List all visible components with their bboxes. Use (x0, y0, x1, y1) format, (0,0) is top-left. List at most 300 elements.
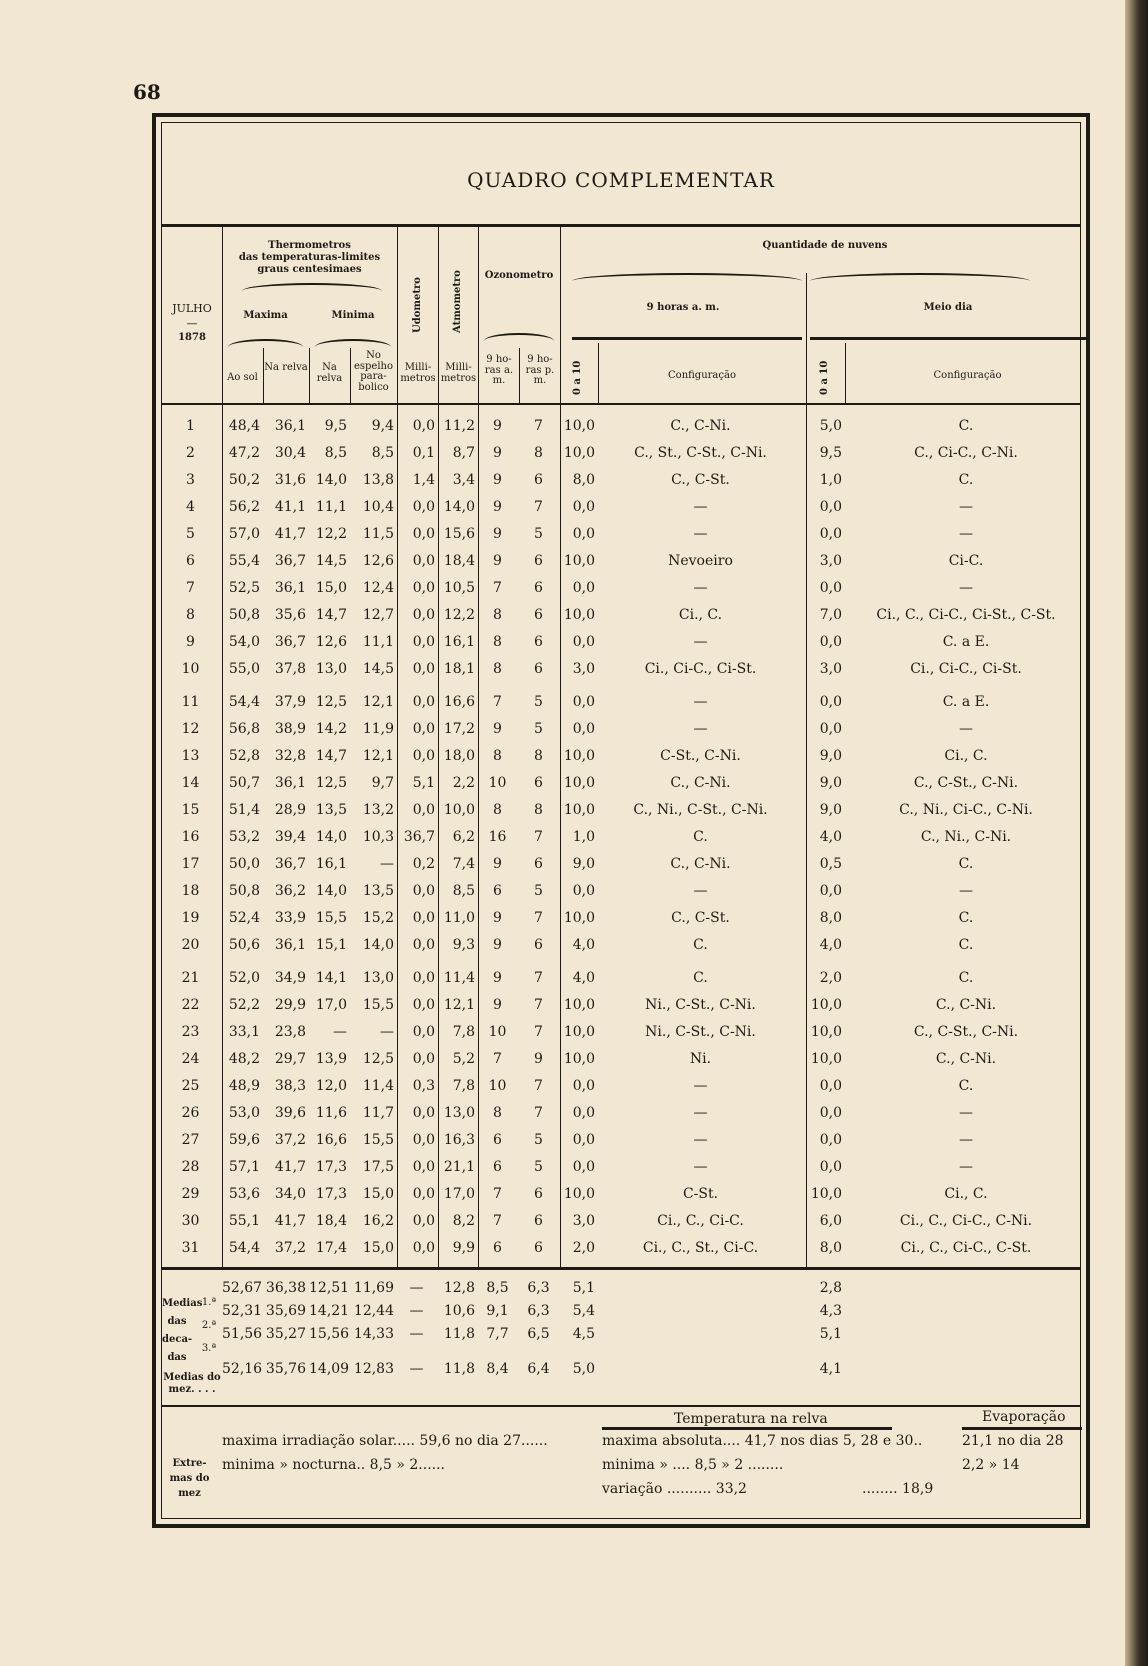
cell-day: 27 (181, 1132, 200, 1148)
cell-nuvens-9h-scale: 10,0 (563, 553, 595, 569)
cell-ao-sol: 33,1 (228, 1024, 260, 1040)
cell-minima-espelho: 11,5 (362, 526, 394, 542)
cell-minima-relva: 11,1 (315, 499, 347, 515)
cell-udometro: 0,0 (412, 1024, 435, 1040)
cell-ao-sol: 51,4 (228, 802, 260, 818)
temp-relva-rule (602, 1427, 892, 1430)
thermo-brace (242, 283, 382, 291)
cell-nuvens-9h-config: — (693, 1159, 708, 1175)
cell-ozono-pm: 8 (534, 748, 543, 764)
cell-ao-sol: 48,9 (228, 1078, 260, 1094)
cell-ozono-pm: 6 (534, 775, 543, 791)
extremes-top-rule (162, 1405, 1080, 1407)
mean-udometro: — (409, 1280, 424, 1296)
cell-ao-sol: 50,0 (228, 856, 260, 872)
cell-ao-sol: 57,1 (228, 1159, 260, 1175)
cell-ao-sol: 55,4 (228, 553, 260, 569)
cell-day: 24 (181, 1051, 200, 1067)
cell-atmometro: 21,1 (443, 1159, 475, 1175)
cell-atmometro: 12,1 (443, 997, 475, 1013)
cell-minima-relva: 14,5 (315, 553, 347, 569)
cell-atmometro: 14,0 (443, 499, 475, 515)
cell-udometro: 0,2 (412, 856, 435, 872)
cell-na-relva: 36,1 (274, 580, 306, 596)
cell-na-relva: 36,7 (274, 553, 306, 569)
cell-ao-sol: 50,6 (228, 937, 260, 953)
mean-ao-sol: 51,56 (222, 1326, 263, 1342)
cell-ao-sol: 55,1 (228, 1213, 260, 1229)
cell-atmometro: 15,6 (443, 526, 475, 542)
cell-day: 8 (186, 607, 195, 623)
cell-atmometro: 8,2 (452, 1213, 475, 1229)
cell-udometro: 0,0 (412, 937, 435, 953)
cell-day: 12 (181, 721, 200, 737)
cell-nuvens-meio-dia-scale: 4,0 (819, 829, 842, 845)
cell-udometro: 0,0 (412, 694, 435, 710)
cell-nuvens-9h-scale: 4,0 (572, 937, 595, 953)
cell-na-relva: 36,7 (274, 634, 306, 650)
cell-day: 22 (181, 997, 200, 1013)
cell-ao-sol: 56,8 (228, 721, 260, 737)
cell-nuvens-meio-dia-config: Ci., C., Ci-C., C-Ni. (899, 1213, 1033, 1229)
cell-day: 15 (181, 802, 200, 818)
cell-minima-espelho: 11,1 (362, 634, 394, 650)
na-relva-label-2: Na relva (316, 362, 343, 384)
cell-nuvens-meio-dia-config: C. (958, 472, 974, 488)
cell-atmometro: 9,3 (452, 937, 475, 953)
cell-ozono-am: 7 (493, 1051, 502, 1067)
cell-nuvens-9h-scale: 0,0 (572, 883, 595, 899)
cell-nuvens-meio-dia-scale: 0,0 (819, 1105, 842, 1121)
cell-minima-espelho: 10,4 (362, 499, 394, 515)
cell-ozono-pm: 6 (534, 553, 543, 569)
cell-day: 6 (186, 553, 195, 569)
cell-udometro: 0,0 (412, 661, 435, 677)
cell-nuvens-meio-dia-scale: 5,0 (819, 418, 842, 434)
cell-nuvens-9h-config: — (693, 694, 708, 710)
cell-minima-relva: 12,0 (315, 1078, 347, 1094)
mean-ozono-am: 8,4 (486, 1361, 509, 1377)
cell-minima-relva: 17,4 (315, 1240, 347, 1256)
cell-minima-relva: 13,5 (315, 802, 347, 818)
minima-brace (315, 339, 391, 347)
cell-ozono-am: 9 (493, 553, 502, 569)
meio-dia-label: Meio dia (923, 302, 973, 313)
cell-nuvens-meio-dia-config: C., C-Ni. (935, 997, 997, 1013)
cell-na-relva: 41,7 (274, 526, 306, 542)
cell-na-relva: 36,1 (274, 775, 306, 791)
cell-minima-relva: — (333, 1024, 347, 1040)
cell-ozono-am: 8 (493, 748, 502, 764)
cell-udometro: 0,0 (412, 910, 435, 926)
cell-nuvens-meio-dia-scale: 0,0 (819, 499, 842, 515)
temp-relva-header: Temperatura na relva (674, 1411, 828, 1427)
cell-na-relva: 41,7 (274, 1159, 306, 1175)
cell-na-relva: 36,1 (274, 937, 306, 953)
cell-nuvens-meio-dia-scale: 6,0 (819, 1213, 842, 1229)
nove-horas-label: 9 horas a. m. (646, 302, 720, 313)
mean-ao-sol: 52,67 (222, 1280, 263, 1296)
cell-nuvens-9h-config: Nevoeiro (668, 553, 733, 569)
cell-ao-sol: 48,4 (228, 418, 260, 434)
cell-ozono-am: 9 (493, 472, 502, 488)
cell-nuvens-9h-config: C-St. (682, 1186, 719, 1202)
cell-ozono-am: 7 (493, 1186, 502, 1202)
nuvens-brace-right (810, 273, 1030, 281)
cell-nuvens-9h-scale: 0,0 (572, 526, 595, 542)
cell-nuvens-9h-config: — (693, 1105, 708, 1121)
cell-minima-relva: 14,7 (315, 607, 347, 623)
cell-nuvens-9h-config: Ci., Ci-C., Ci-St. (644, 661, 757, 677)
extremes-line2-mid: minima » .... 8,5 » 2 ........ (602, 1457, 784, 1473)
cell-ozono-am: 7 (493, 1213, 502, 1229)
means-top-rule (162, 1267, 1080, 1270)
cell-ozono-am: 8 (493, 802, 502, 818)
cell-atmometro: 16,3 (443, 1132, 475, 1148)
mean-ozono-am: 8,5 (486, 1280, 509, 1296)
cell-ozono-am: 8 (493, 1105, 502, 1121)
mean-ao-sol: 52,16 (222, 1361, 263, 1377)
cell-na-relva: 29,9 (274, 997, 306, 1013)
cell-ozono-pm: 5 (534, 1159, 543, 1175)
cell-atmometro: 2,2 (452, 775, 475, 791)
cell-minima-relva: 15,1 (315, 937, 347, 953)
cell-na-relva: 37,2 (274, 1132, 306, 1148)
cell-na-relva: 34,9 (274, 970, 306, 986)
cell-na-relva: 36,2 (274, 883, 306, 899)
mean-nuvens-9h-scale: 4,5 (572, 1326, 595, 1342)
cell-nuvens-9h-config: — (693, 526, 708, 542)
cell-nuvens-meio-dia-scale: 0,0 (819, 1159, 842, 1175)
cell-nuvens-9h-config: Ci., C., St., Ci-C. (642, 1240, 759, 1256)
cell-na-relva: 35,6 (274, 607, 306, 623)
col-divider-sol (263, 348, 264, 403)
cell-ozono-pm: 7 (534, 1078, 543, 1094)
cell-nuvens-9h-config: C., C-Ni. (670, 775, 731, 791)
cell-ozono-pm: 6 (534, 607, 543, 623)
mean-minima-relva: 15,56 (309, 1326, 350, 1342)
cell-nuvens-9h-config: Ni., C-St., C-Ni. (645, 1024, 756, 1040)
cell-minima-relva: 8,5 (324, 445, 347, 461)
cell-atmometro: 17,2 (443, 721, 475, 737)
cell-minima-relva: 9,5 (324, 418, 347, 434)
cell-minima-espelho: 13,5 (362, 883, 394, 899)
header-top-rule (162, 224, 1080, 227)
mean-atmometro: 11,8 (443, 1326, 475, 1342)
cell-minima-relva: 14,2 (315, 721, 347, 737)
cell-na-relva: 38,3 (274, 1078, 306, 1094)
cell-ao-sol: 59,6 (228, 1132, 260, 1148)
cell-nuvens-9h-scale: 10,0 (563, 910, 595, 926)
cell-ao-sol: 57,0 (228, 526, 260, 542)
cell-nuvens-meio-dia-config: C., C-Ni. (935, 1051, 997, 1067)
mean-udometro: — (409, 1326, 424, 1342)
cell-udometro: 0,0 (412, 1159, 435, 1175)
mean-minima-espelho: 12,44 (353, 1303, 394, 1319)
cell-nuvens-meio-dia-config: C. (958, 856, 974, 872)
cell-ozono-pm: 7 (534, 1105, 543, 1121)
cell-nuvens-meio-dia-scale: 0,0 (819, 1132, 842, 1148)
cell-atmometro: 7,4 (452, 856, 475, 872)
mean-ozono-pm: 6,4 (527, 1361, 550, 1377)
cell-nuvens-meio-dia-config: Ci., Ci-C., Ci-St. (910, 661, 1022, 677)
cell-ozono-pm: 5 (534, 694, 543, 710)
cell-na-relva: 28,9 (274, 802, 306, 818)
means-label-3: deca- (162, 1334, 193, 1345)
cell-udometro: 0,0 (412, 970, 435, 986)
mean-minima-espelho: 11,69 (353, 1280, 394, 1296)
cell-nuvens-meio-dia-scale: 0,0 (819, 883, 842, 899)
cell-ozono-am: 7 (493, 694, 502, 710)
cell-nuvens-meio-dia-config: — (959, 1132, 973, 1148)
cell-nuvens-9h-config: Ni. (689, 1051, 712, 1067)
cell-minima-relva: 17,3 (315, 1159, 347, 1175)
cell-day: 14 (181, 775, 200, 791)
month-means-label-1: Medias do (163, 1372, 221, 1383)
cell-minima-espelho: 12,7 (362, 607, 394, 623)
cell-day: 17 (181, 856, 200, 872)
cell-nuvens-meio-dia-config: — (959, 721, 973, 737)
cell-minima-relva: 14,1 (315, 970, 347, 986)
mean-udometro: — (409, 1303, 424, 1319)
cell-ozono-am: 8 (493, 607, 502, 623)
cell-udometro: 0,0 (412, 634, 435, 650)
cell-nuvens-meio-dia-scale: 9,0 (819, 802, 842, 818)
cell-atmometro: 5,2 (452, 1051, 475, 1067)
cell-udometro: 0,0 (412, 997, 435, 1013)
cell-minima-relva: 16,1 (315, 856, 347, 872)
cell-ao-sol: 52,4 (228, 910, 260, 926)
cell-nuvens-meio-dia-config: C., Ci-C., C-Ni. (914, 445, 1018, 461)
cell-minima-espelho: — (380, 856, 394, 872)
cell-ozono-pm: 6 (534, 634, 543, 650)
mean-ozono-pm: 6,5 (527, 1326, 550, 1342)
cell-minima-espelho: 13,8 (362, 472, 394, 488)
mean-nuvens-9h-scale: 5,4 (572, 1303, 595, 1319)
table-frame-inner (161, 122, 1081, 1519)
cell-minima-espelho: 16,2 (362, 1213, 394, 1229)
cell-ozono-am: 9 (493, 856, 502, 872)
cell-ao-sol: 53,6 (228, 1186, 260, 1202)
cell-udometro: 0,0 (412, 607, 435, 623)
mean-atmometro: 12,8 (443, 1280, 475, 1296)
cell-atmometro: 9,9 (452, 1240, 475, 1256)
cell-nuvens-9h-scale: 10,0 (563, 1051, 595, 1067)
mean-minima-relva: 12,51 (309, 1280, 350, 1296)
thermo-title-2: das temperaturas-limites (238, 252, 381, 263)
cell-nuvens-9h-scale: 10,0 (563, 1024, 595, 1040)
atmometro-label: Atmometro (452, 270, 463, 333)
mean-minima-espelho: 12,83 (353, 1361, 394, 1377)
cell-nuvens-9h-config: C., C-Ni. (670, 856, 731, 872)
cell-ao-sol: 52,5 (228, 580, 260, 596)
cell-ozono-pm: 6 (534, 1240, 543, 1256)
cell-minima-relva: 15,5 (315, 910, 347, 926)
cell-atmometro: 16,1 (443, 634, 475, 650)
cell-ozono-pm: 6 (534, 937, 543, 953)
cell-atmometro: 6,2 (452, 829, 475, 845)
cell-nuvens-meio-dia-scale: 4,0 (819, 937, 842, 953)
cell-atmometro: 8,7 (452, 445, 475, 461)
cell-udometro: 0,0 (412, 499, 435, 515)
cell-nuvens-meio-dia-scale: 0,0 (819, 580, 842, 596)
cell-ozono-am: 10 (488, 775, 507, 791)
cell-nuvens-9h-scale: 3,0 (572, 661, 595, 677)
cell-atmometro: 11,4 (443, 970, 475, 986)
cell-na-relva: 30,4 (274, 445, 306, 461)
cell-minima-relva: 18,4 (315, 1213, 347, 1229)
cell-nuvens-meio-dia-config: — (959, 1159, 973, 1175)
mean-minima-espelho: 14,33 (353, 1326, 394, 1342)
cell-udometro: 0,0 (412, 1240, 435, 1256)
cell-minima-espelho: 14,5 (362, 661, 394, 677)
cell-na-relva: 34,0 (274, 1186, 306, 1202)
cell-nuvens-meio-dia-scale: 1,0 (819, 472, 842, 488)
cell-minima-relva: 17,3 (315, 1186, 347, 1202)
cell-atmometro: 11,2 (443, 418, 475, 434)
cell-nuvens-9h-config: C., C-St. (671, 472, 730, 488)
cell-ao-sol: 48,2 (228, 1051, 260, 1067)
cell-day: 19 (181, 910, 200, 926)
cell-nuvens-9h-scale: 3,0 (572, 1213, 595, 1229)
cell-day: 11 (181, 694, 200, 710)
extremes-line1-right: 21,1 no dia 28 (962, 1433, 1064, 1449)
cell-ozono-pm: 6 (534, 1213, 543, 1229)
mean-nuvens-9h-scale: 5,1 (572, 1280, 595, 1296)
cell-na-relva: 39,6 (274, 1105, 306, 1121)
cell-ozono-pm: 5 (534, 883, 543, 899)
mean-ozono-pm: 6,3 (527, 1303, 550, 1319)
cell-udometro: 0,0 (412, 580, 435, 596)
cell-ozono-pm: 7 (534, 829, 543, 845)
ozonometro-label: Ozonometro (484, 270, 554, 281)
cell-minima-espelho: 14,0 (362, 937, 394, 953)
cell-udometro: 36,7 (403, 829, 435, 845)
cell-ao-sol: 55,0 (228, 661, 260, 677)
mean-na-relva: 35,69 (265, 1303, 306, 1319)
cell-ao-sol: 50,2 (228, 472, 260, 488)
cell-day: 10 (181, 661, 200, 677)
cell-ozono-am: 6 (493, 1159, 502, 1175)
cell-ozono-am: 10 (488, 1024, 507, 1040)
cell-nuvens-meio-dia-config: C. (958, 910, 974, 926)
cell-ao-sol: 50,8 (228, 607, 260, 623)
cell-nuvens-meio-dia-scale: 9,0 (819, 775, 842, 791)
cell-ozono-am: 9 (493, 445, 502, 461)
cell-minima-relva: 15,0 (315, 580, 347, 596)
minima-label: Minima (331, 310, 375, 321)
cell-day: 5 (186, 526, 195, 542)
cell-minima-relva: 11,6 (315, 1105, 347, 1121)
cell-nuvens-9h-scale: 0,0 (572, 634, 595, 650)
cell-na-relva: 36,1 (274, 418, 306, 434)
mean-ozono-pm: 6,3 (527, 1280, 550, 1296)
cell-ozono-am: 9 (493, 499, 502, 515)
cell-na-relva: 36,7 (274, 856, 306, 872)
cell-nuvens-meio-dia-scale: 2,0 (819, 970, 842, 986)
cell-ao-sol: 50,7 (228, 775, 260, 791)
cell-atmometro: 13,0 (443, 1105, 475, 1121)
cell-minima-espelho: 12,6 (362, 553, 394, 569)
cell-ao-sol: 56,2 (228, 499, 260, 515)
config-label-1: Configuração (668, 370, 736, 381)
cell-minima-espelho: 8,5 (371, 445, 394, 461)
udometro-label: Udometro (412, 277, 423, 333)
cell-nuvens-9h-config: — (693, 1078, 708, 1094)
year-label: 1878 (178, 332, 206, 343)
thermo-title-3: graus centesimaes (257, 264, 362, 275)
cell-minima-espelho: 11,7 (362, 1105, 394, 1121)
cell-atmometro: 12,2 (443, 607, 475, 623)
scale-label-1: 0 a 10 (572, 360, 583, 395)
decade-1: 1.ª (201, 1297, 217, 1308)
cell-nuvens-meio-dia-config: C. (958, 937, 974, 953)
cell-nuvens-9h-scale: 10,0 (563, 445, 595, 461)
evaporacao-header: Evaporação (982, 1409, 1066, 1425)
extremes-line3-mid: variação .......... 33,2 (602, 1481, 747, 1497)
nuvens-title: Quantidade de nuvens (762, 240, 888, 251)
cell-nuvens-9h-scale: 1,0 (572, 829, 595, 845)
cell-ozono-pm: 5 (534, 721, 543, 737)
cell-nuvens-meio-dia-scale: 10,0 (810, 997, 842, 1013)
cell-na-relva: 41,7 (274, 1213, 306, 1229)
cell-minima-relva: 13,9 (315, 1051, 347, 1067)
extremes-label-3: mez (178, 1488, 201, 1499)
cell-nuvens-9h-config: — (693, 1132, 708, 1148)
cell-nuvens-meio-dia-scale: 8,0 (819, 1240, 842, 1256)
cell-minima-relva: 12,6 (315, 634, 347, 650)
cell-na-relva: 41,1 (274, 499, 306, 515)
cell-day: 25 (181, 1078, 200, 1094)
cell-day: 20 (181, 937, 200, 953)
cell-na-relva: 31,6 (274, 472, 306, 488)
cell-nuvens-9h-config: — (693, 721, 708, 737)
cell-minima-relva: 12,2 (315, 526, 347, 542)
cell-day: 3 (186, 472, 195, 488)
cell-minima-espelho: 13,2 (362, 802, 394, 818)
cell-ozono-pm: 6 (534, 472, 543, 488)
cell-nuvens-9h-config: C., St., C-St., C-Ni. (634, 445, 767, 461)
cell-nuvens-meio-dia-config: Ci., C., Ci-C., Ci-St., C-St. (876, 607, 1056, 623)
cell-nuvens-9h-config: C., C-St. (671, 910, 730, 926)
cell-nuvens-9h-config: C. (693, 829, 708, 845)
oz-am-label: 9 ho- ras a. m. (484, 354, 514, 386)
cell-nuvens-9h-config: C-St., C-Ni. (660, 748, 741, 764)
cell-nuvens-9h-scale: 0,0 (572, 1132, 595, 1148)
extremes-line1-left: maxima irradiação solar..... 59,6 no dia 27...... (222, 1433, 548, 1449)
cell-day: 16 (181, 829, 200, 845)
cell-ozono-am: 9 (493, 526, 502, 542)
mean-na-relva: 36,38 (265, 1280, 306, 1296)
cell-nuvens-meio-dia-config: — (959, 580, 973, 596)
cell-ozono-pm: 8 (534, 802, 543, 818)
cell-minima-relva: 14,0 (315, 472, 347, 488)
cell-nuvens-meio-dia-config: C., C-St., C-Ni. (913, 1024, 1019, 1040)
cell-nuvens-meio-dia-config: — (959, 526, 973, 542)
cell-nuvens-meio-dia-config: C., Ni., Ci-C., C-Ni. (899, 802, 1033, 818)
cell-ozono-pm: 8 (534, 445, 543, 461)
cell-nuvens-meio-dia-scale: 10,0 (810, 1186, 842, 1202)
extremes-label-1: Extre- (172, 1458, 207, 1469)
cell-minima-espelho: 15,5 (362, 997, 394, 1013)
mean-ozono-am: 7,7 (486, 1326, 509, 1342)
ao-sol-label: Ao sol (227, 372, 258, 383)
cell-udometro: 0,0 (412, 1051, 435, 1067)
cell-atmometro: 18,4 (443, 553, 475, 569)
cell-atmometro: 18,1 (443, 661, 475, 677)
means-label-1: Medias (162, 1298, 203, 1309)
table-title: QUADRO COMPLEMENTAR (467, 168, 775, 192)
